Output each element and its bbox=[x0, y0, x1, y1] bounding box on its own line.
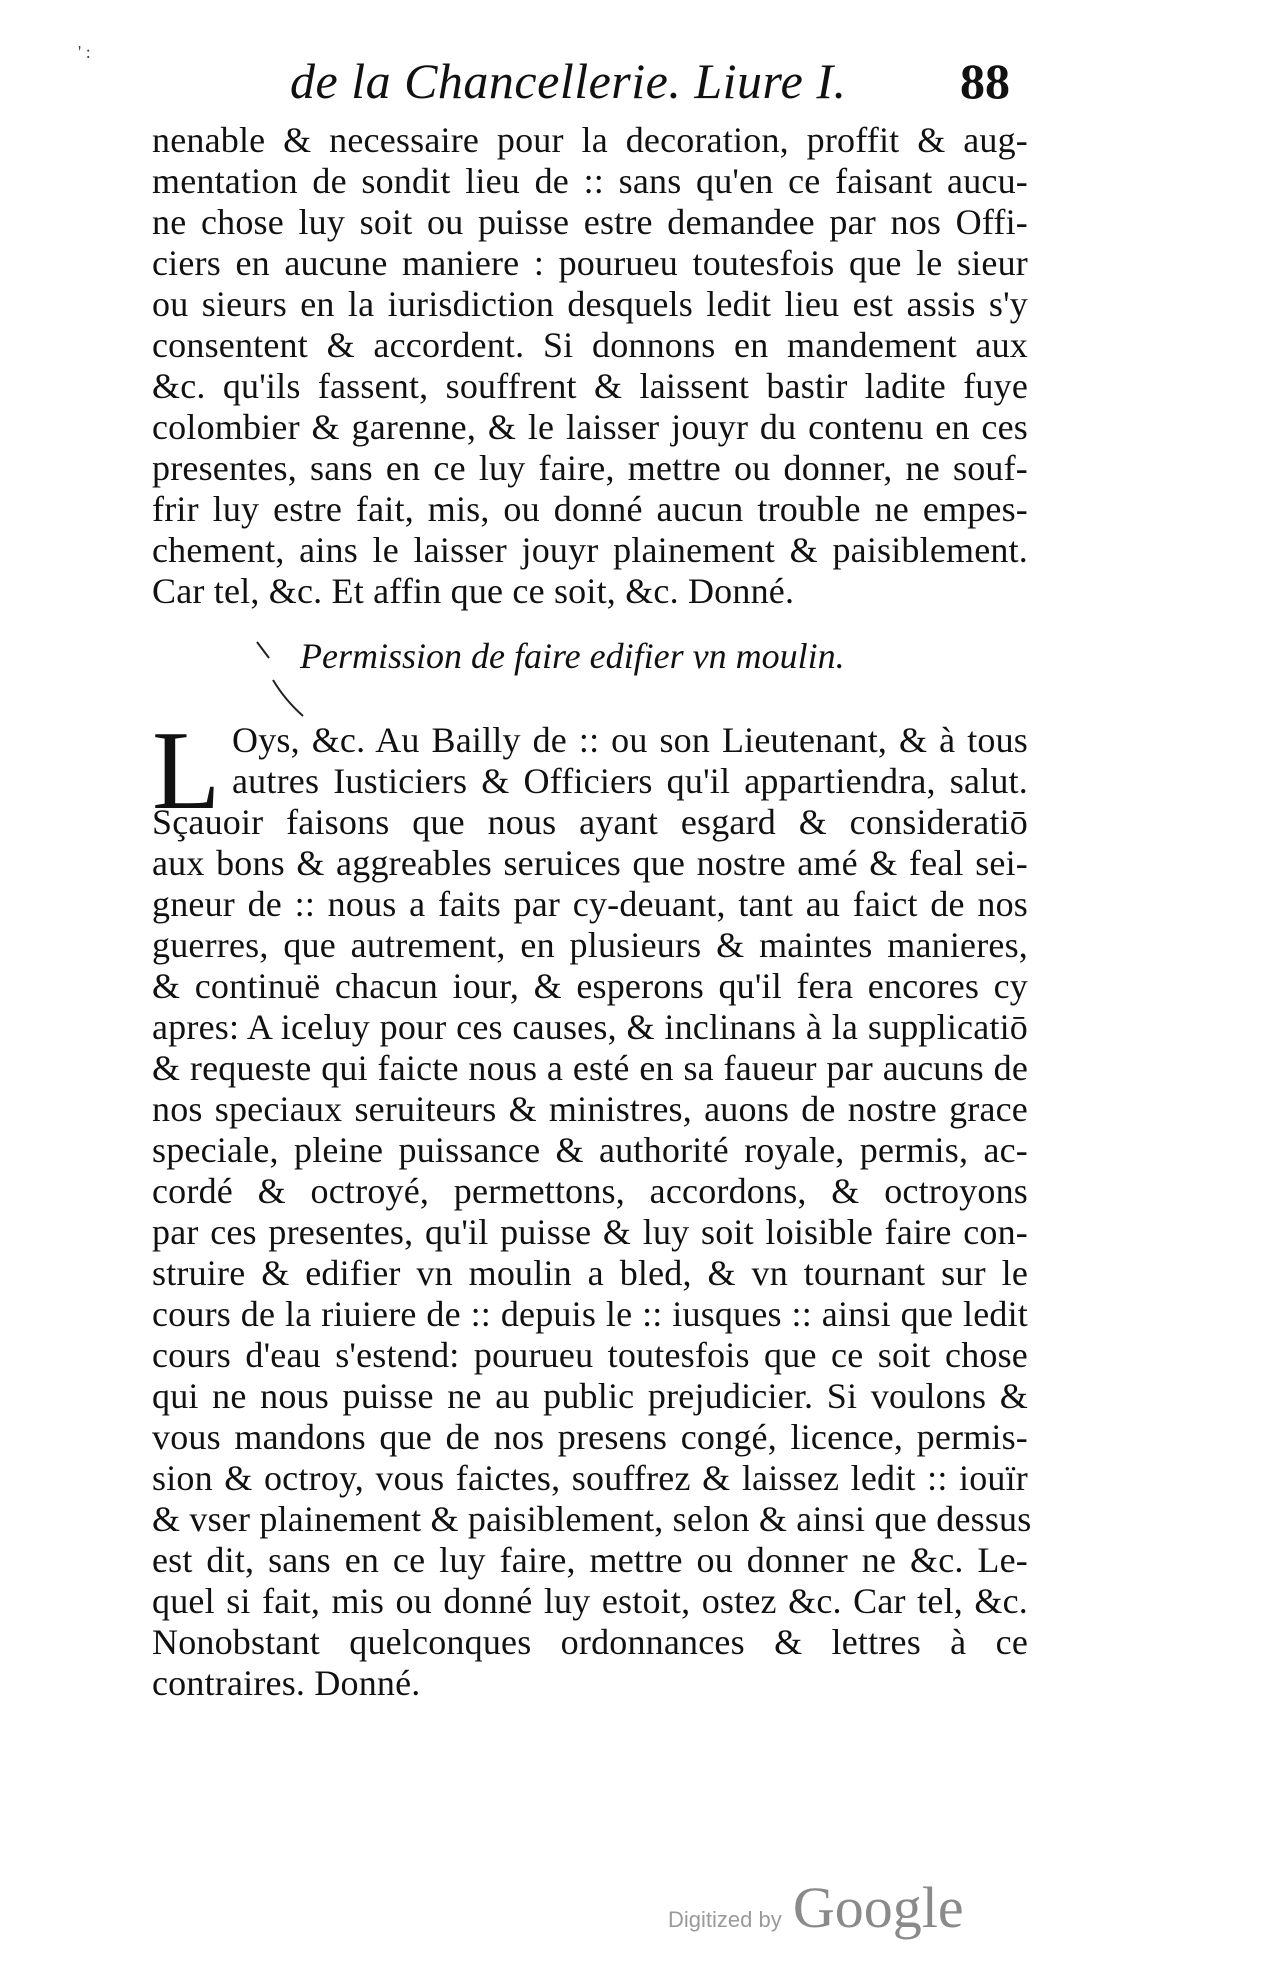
text-line: & requeste qui faicte nous a esté en sa faueur par aucuns de bbox=[152, 1048, 1028, 1088]
text-line: cours de la riuiere de :: depuis le :: iusques :: ainsi que ledit bbox=[152, 1294, 1028, 1334]
section-heading: Permission de faire edifier vn moulin. bbox=[300, 636, 845, 676]
running-head: de la Chancellerie. Liure I. bbox=[290, 53, 847, 109]
text-line: apres: A iceluy pour ces causes, & inclinans à la supplicatiō bbox=[152, 1007, 1028, 1047]
watermark-brand: Google bbox=[792, 1875, 964, 1940]
text-line: est dit, sans en ce luy faire, mettre ou donner ne &c. Le- bbox=[152, 1540, 1028, 1580]
digitized-watermark bbox=[668, 1874, 964, 1941]
text-line: & vser plainement & paisiblement, selon & ainsi que dessus bbox=[152, 1499, 1032, 1539]
text-line: colombier & garenne, & le laisser jouyr du contenu en ces bbox=[152, 407, 1028, 447]
text-line: Sçauoir faisons que nous ayant esgard & consideratiō bbox=[152, 802, 1028, 842]
text-line: presentes, sans en ce luy faire, mettre ou donner, ne souf- bbox=[152, 448, 1028, 488]
paragraph-body bbox=[152, 802, 1032, 1704]
text-line: &c. qu'ils fassent, souffrent & laissent bastir ladite fuye bbox=[152, 366, 1028, 406]
paragraph-continued bbox=[152, 120, 1028, 612]
drop-cap: L bbox=[152, 709, 221, 833]
text-line: mentation de sondit lieu de :: sans qu'en ce faisant aucu- bbox=[152, 161, 1028, 201]
paragraph-opening bbox=[232, 720, 1028, 802]
text-line: quel si fait, mis ou donné luy estoit, ostez &c. Car tel, &c. bbox=[152, 1581, 1028, 1621]
text-line: guerres, que autrement, en plusieurs & maintes manieres, bbox=[152, 925, 1028, 965]
text-line: qui ne nous puisse ne au public prejudicier. Si voulons & bbox=[152, 1376, 1028, 1416]
text-line: consentent & accordent. Si donnons en mandement aux bbox=[152, 325, 1028, 365]
text-line: struire & edifier vn moulin a bled, & vn tournant sur le bbox=[152, 1253, 1028, 1293]
corner-mark: ' : bbox=[78, 42, 91, 62]
text-line: nenable & necessaire pour la decoration, proffit & aug- bbox=[152, 120, 1028, 160]
text-line: contraires. Donné. bbox=[152, 1663, 421, 1703]
text-line: par ces presentes, qu'il puisse & luy soit loisible faire con- bbox=[152, 1212, 1028, 1252]
text-line: Car tel, &c. Et affin que ce soit, &c. Donné. bbox=[152, 571, 795, 611]
text-line: ou sieurs en la iurisdiction desquels ledit lieu est assis s'y bbox=[152, 284, 1028, 324]
text-line: ciers en aucune maniere : pourueu toutesfois que le sieur bbox=[152, 243, 1028, 283]
text-line: cordé & octroyé, permettons, accordons, & octroyons bbox=[152, 1171, 1028, 1211]
text-line: gneur de :: nous a faits par cy-deuant, tant au faict de nos bbox=[152, 884, 1028, 924]
text-line: & continuë chacun iour, & esperons qu'il fera encores cy bbox=[152, 966, 1028, 1006]
text-line: sion & octroy, vous faictes, souffrez & laissez ledit :: iouïr bbox=[152, 1458, 1028, 1498]
text-line: autres Iusticiers & Officiers qu'il appartiendra, salut. bbox=[232, 761, 1028, 801]
text-line: chement, ains le laisser jouyr plainement & paisiblement. bbox=[152, 530, 1028, 570]
text-line: cours d'eau s'estend: pourueu toutesfois que ce soit chose bbox=[152, 1335, 1028, 1375]
page-number: 88 bbox=[960, 53, 1010, 109]
text-line: aux bons & aggreables seruices que nostre amé & feal sei- bbox=[152, 843, 1028, 883]
text-line: frir luy estre fait, mis, ou donné aucun trouble ne empes- bbox=[152, 489, 1028, 529]
text-line: Oys, &c. Au Bailly de :: ou son Lieutenant, & à tous bbox=[232, 720, 1028, 760]
text-line: ne chose luy soit ou puisse estre demandee par nos Offi- bbox=[152, 202, 1028, 242]
text-line: speciale, pleine puissance & authorité royale, permis, ac- bbox=[152, 1130, 1028, 1170]
text-line: vous mandons que de nos presens congé, licence, permis- bbox=[152, 1417, 1028, 1457]
text-line: Nonobstant quelconques ordonnances & lettres à ce bbox=[152, 1622, 1028, 1662]
text-line: nos speciaux seruiteurs & ministres, auons de nostre grace bbox=[152, 1089, 1028, 1129]
watermark-prefix: Digitized by bbox=[668, 1907, 782, 1932]
